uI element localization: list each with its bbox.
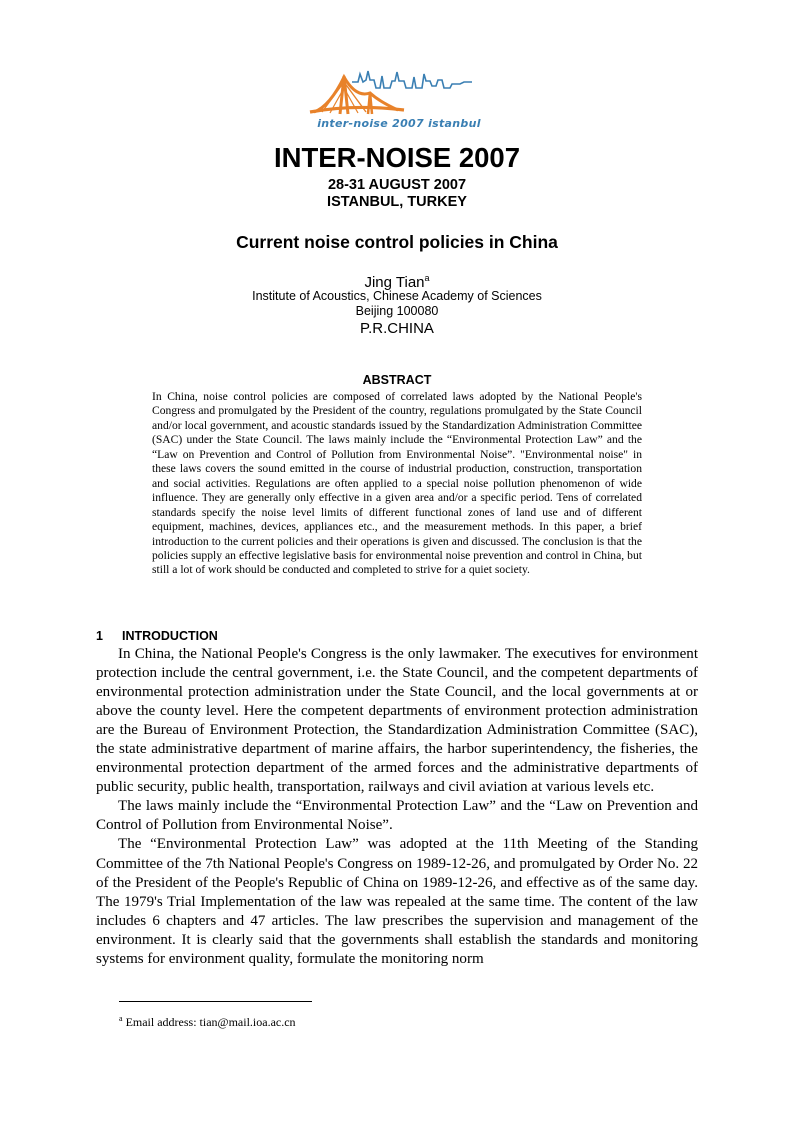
footnote	[119, 1011, 296, 1030]
author-name: Jing Tian	[364, 274, 425, 291]
abstract-text: In China, noise control policies are composed of correlated laws adopted by the National People's Congress and promulgated by the President of the country, regulations promulgated by the State Council and/or local government, and acoustic standards issued by the Standardization Administration Committee (SAC) under the State Council. The laws mainly include the “Environmental Protection Law” and the “Law on Prevention and Control of Pollution from Environmental Noise”. "Environmental noise" in these laws covers the sound emitted in the course of industrial production, construction, transportation and social activities. Regulations are often applied to a special noise pollution phenomenon of wide influence. They are generally only effective in a given area and/or a specific period. Tens of correlated standards specify the noise level limits of different functional zones of land use and of different equipment, machines, devices, appliances etc., and the measurement methods. In this paper, a brief introduction to the current policies and their operations is given and discussed. The conclusion is that the policies supply an effective legislative basis for environmental noise prevention and control in China, but still a lot of work should be conducted and completed to strive for a quiet society.	[152, 390, 642, 577]
conference-dates: 28-31 AUGUST 2007	[327, 177, 467, 193]
logo-text: inter-noise 2007 istanbul	[317, 117, 481, 130]
conference-logo	[300, 68, 490, 134]
section-body	[96, 645, 698, 969]
author-footnote-marker: a	[424, 273, 430, 283]
body-paragraph: The laws mainly include the “Environmental Protection Law” and the “Law on Prevention and Control of Pollution from Environmental Noise”.	[96, 798, 698, 834]
paper-title: Current noise control policies in China	[236, 232, 558, 252]
conference-title: INTER-NOISE 2007	[273, 142, 521, 173]
bridge-skyline-logo-icon	[300, 68, 490, 118]
body-paragraph: In China, the National People's Congress is the only lawmaker. The executives for environment protection include the central government, i.e. the State Council, and the competent departments of environmental protection administration under the State Council, and the local governments at or above the county level. Here the competent departments of environment protection administration are the Bureau of Environment Protection, the Standardization Administration Committee (SAC), the state administrative department of marine affairs, the harbor superintendency, the fisheries, the environmental protection department of the armed forces and the administrative departments of public security, public health, transportation, railways and civil aviation at various levels etc.	[96, 646, 698, 796]
affiliation-city: Beijing 100080	[355, 304, 439, 318]
footnote-marker: a	[119, 1014, 123, 1023]
body-paragraph: The “Environmental Protection Law” was adopted at the 11th Meeting of the Standing Committee of the 7th National People's Congress on 1989-12-26, and promulgated by Order No. 22 of the President of the People's Republic of China on 1989-12-26, and effective as of the same day. The 1979's Trial Implementation of the law was repealed at the same time. The content of the law includes 6 chapters and 47 articles. The law prescribes the supervision and management of the environment. It is clearly said that the governments shall establish the standards and monitoring systems for environment quality, formulate the monitoring norm	[96, 836, 698, 967]
abstract-body	[152, 390, 642, 578]
affiliation-country: P.R.CHINA	[360, 320, 434, 337]
conference-location: ISTANBUL, TURKEY	[327, 194, 467, 210]
footnote-divider	[119, 1001, 312, 1002]
abstract-heading: ABSTRACT	[362, 373, 432, 387]
affiliation-institute: Institute of Acoustics, Chinese Academy of Sciences	[252, 289, 542, 303]
footnote-text: Email address: tian@mail.ioa.ac.cn	[125, 1015, 296, 1029]
section-title: INTRODUCTION	[122, 629, 218, 643]
section-heading	[96, 629, 218, 644]
section-number: 1	[96, 629, 103, 643]
